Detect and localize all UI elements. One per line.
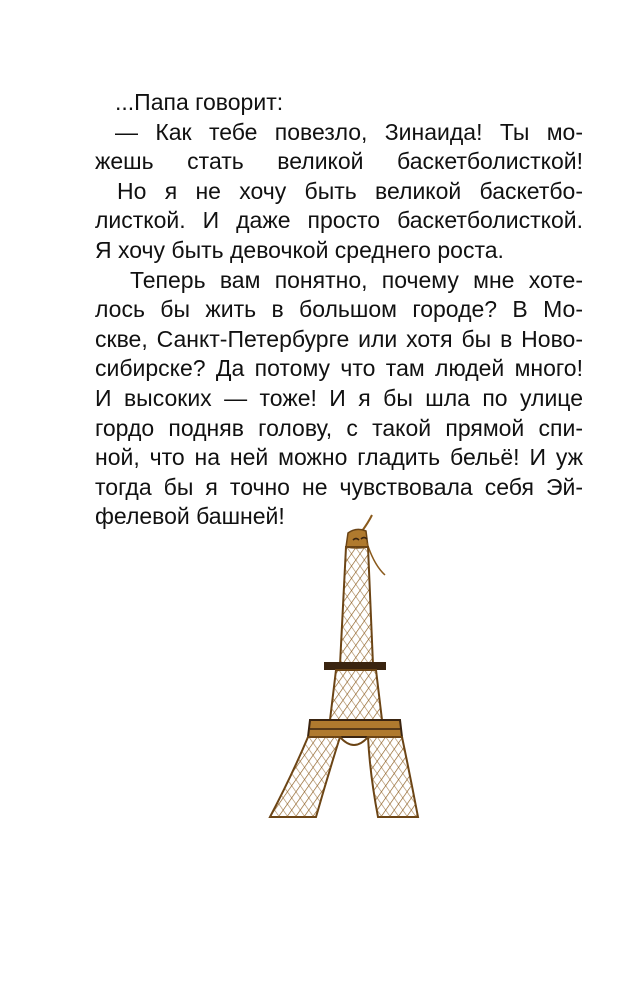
text-line: И высоких — тоже! И я бы шла по улице bbox=[95, 384, 583, 411]
text-line: фелевой башней! bbox=[95, 503, 285, 530]
tower-legs bbox=[270, 737, 418, 817]
text-line: жешь стать великой баскетболисткой! bbox=[95, 148, 583, 175]
text-line: гордо подняв голову, с такой прямой спи- bbox=[95, 414, 583, 441]
text-line: ...Папа говорит: bbox=[115, 89, 284, 115]
tower-second-platform bbox=[308, 720, 402, 737]
text-line: лось бы жить в большом городе? В Мо- bbox=[95, 296, 583, 323]
text-line: Но я не хочу быть великой баскетбо- bbox=[117, 177, 583, 204]
text-line: скве, Санкт-Петербурге или хотя бы в Ново- bbox=[95, 325, 583, 352]
text-line: Теперь вам понятно, почему мне хоте- bbox=[130, 266, 583, 293]
text-line: ной, что на ней можно гладить бельё! И уж bbox=[95, 444, 583, 471]
text-line: тогда бы я точно не чувствовала себя Эй- bbox=[95, 473, 583, 500]
text-line: Я хочу быть девочкой среднего роста. bbox=[95, 236, 504, 263]
eiffel-tower-illustration bbox=[240, 505, 420, 825]
text-line: сибирске? Да потому что там людей много! bbox=[95, 355, 583, 382]
text-line: листкой. И даже просто баскетболисткой. bbox=[95, 207, 583, 234]
story-text bbox=[95, 88, 583, 532]
tower-upper-section bbox=[340, 547, 373, 665]
tower-first-platform bbox=[324, 662, 386, 720]
text-line: — Как тебе повезло, Зинаида! Ты мо- bbox=[115, 118, 583, 145]
